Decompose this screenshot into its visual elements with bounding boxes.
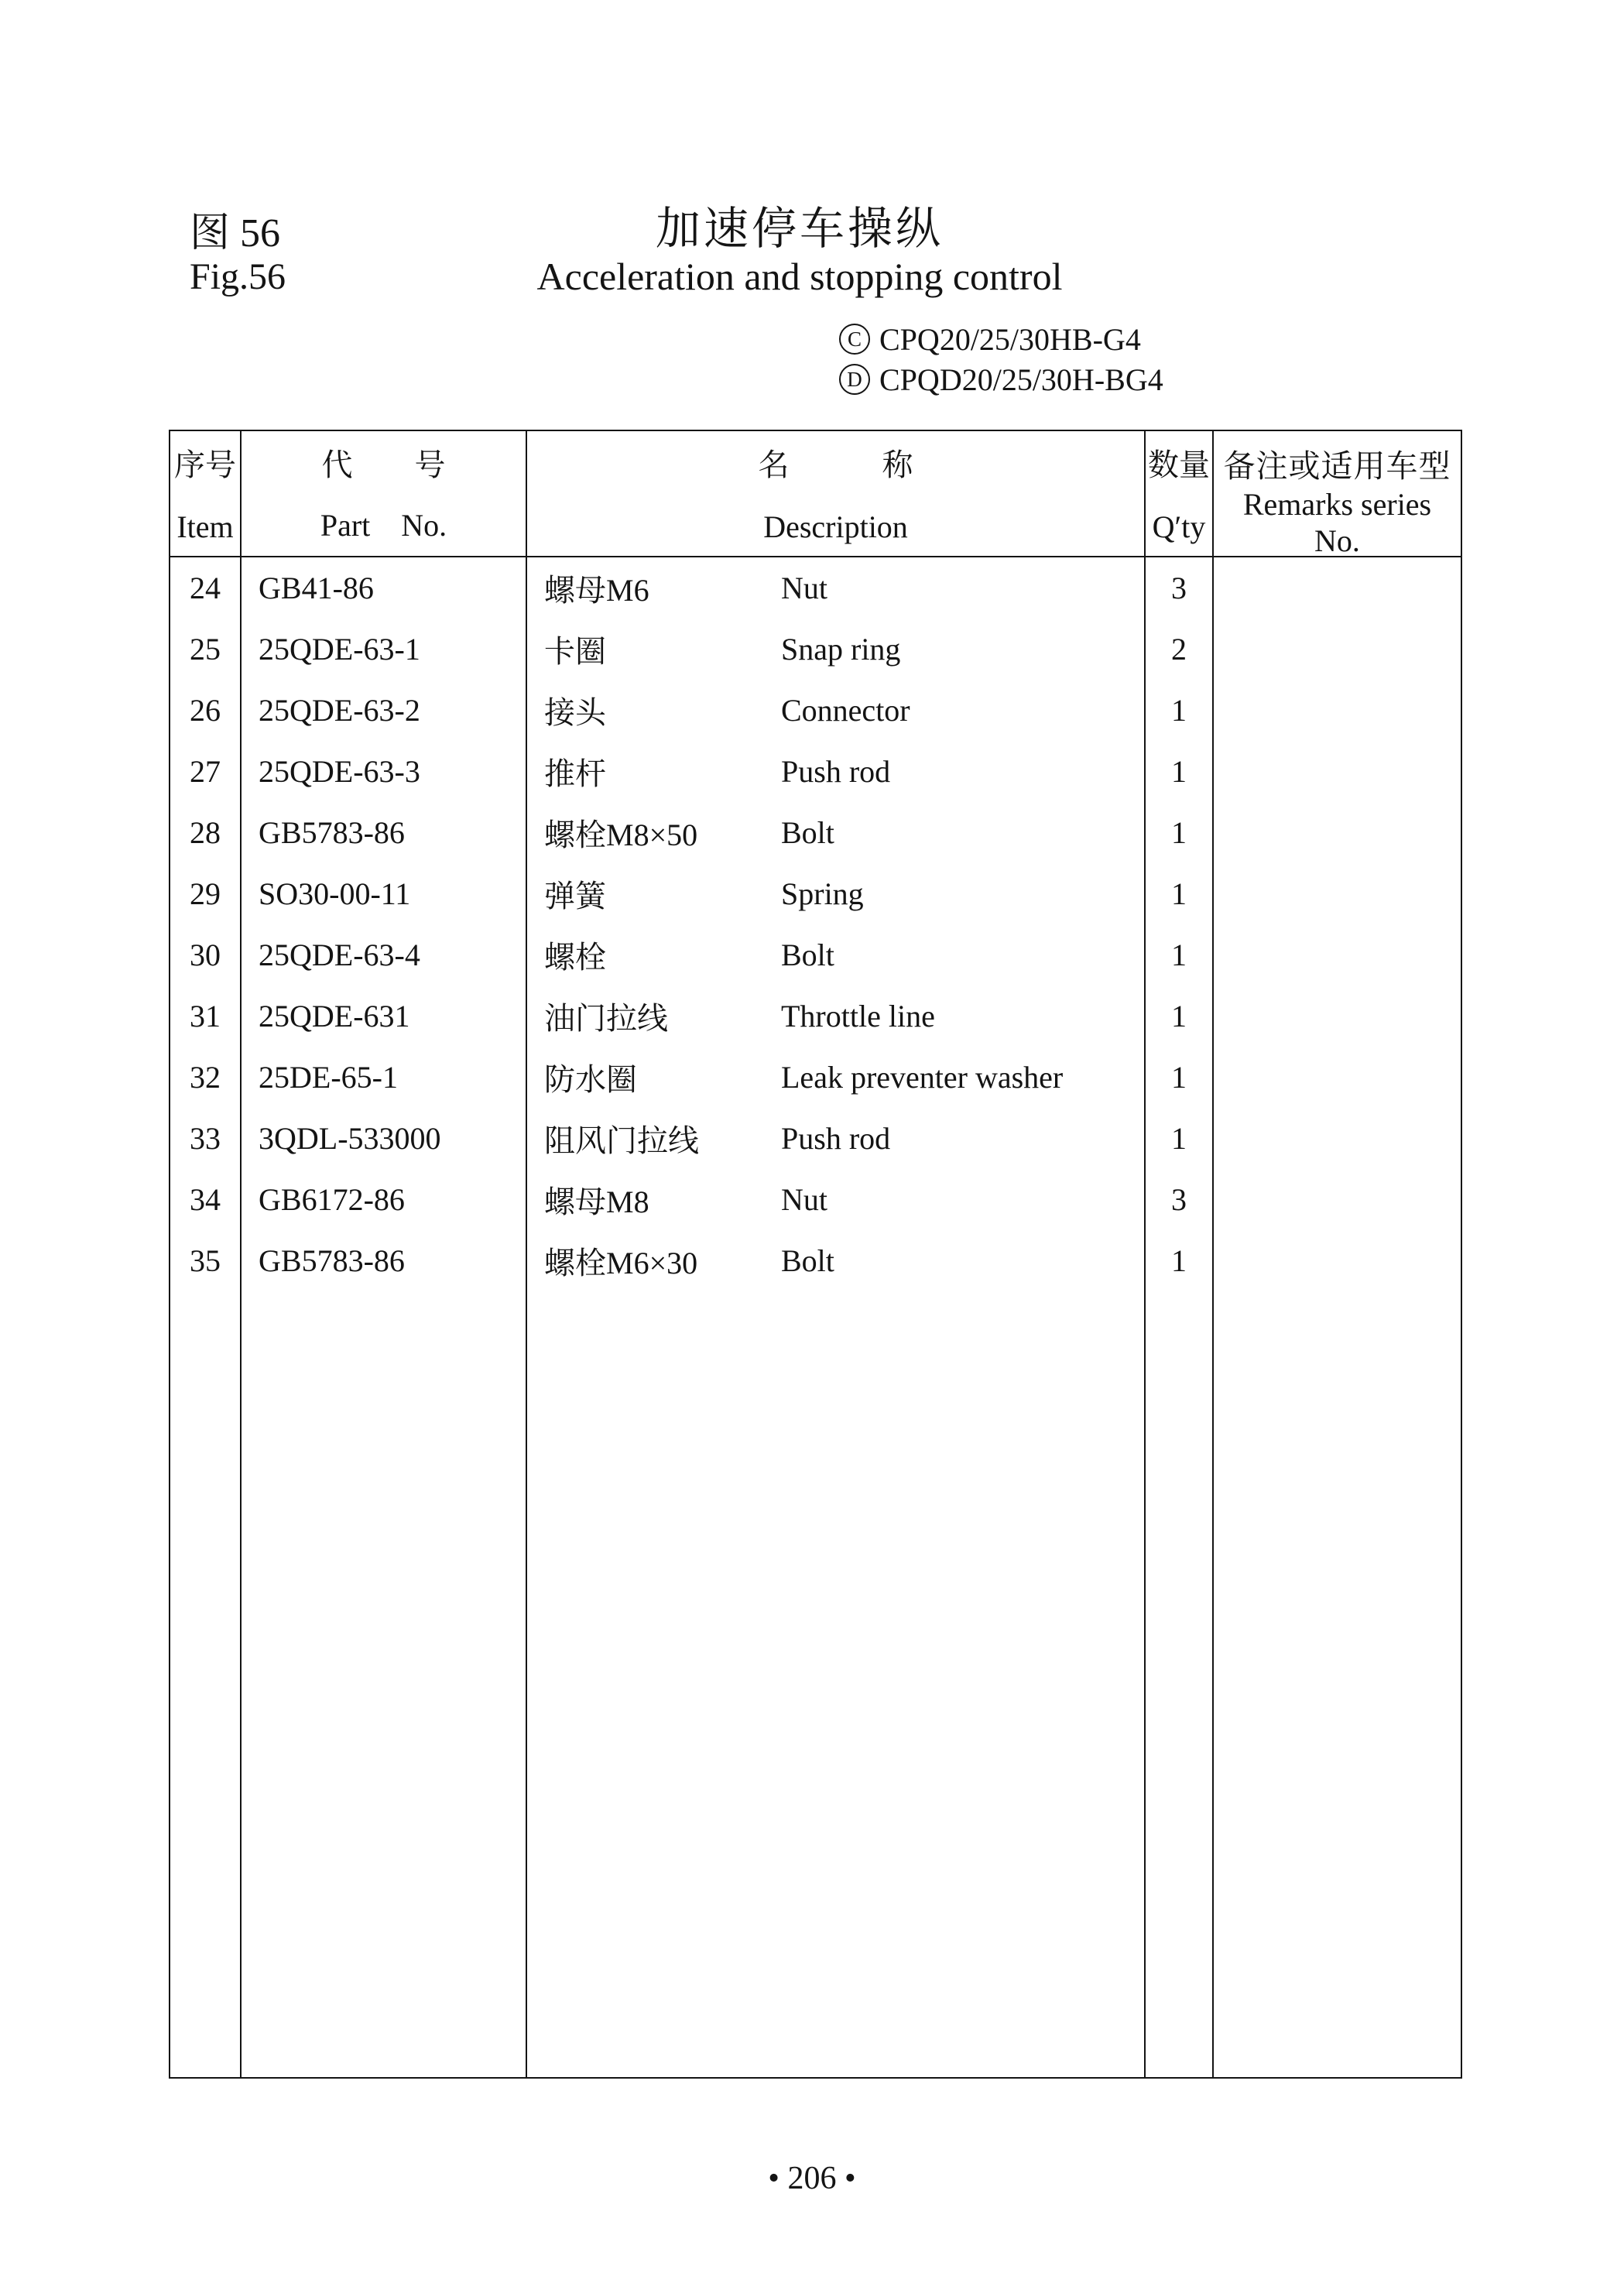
row-qty: 3 [1146,557,1214,619]
header-part-no [242,431,527,556]
row-name-en: Throttle line [781,999,935,1034]
row-qty: 1 [1146,741,1214,802]
row-name-cn: 螺母M6 [544,573,649,608]
row-remarks [1214,986,1462,1047]
row-name-cn: 推杆 [544,756,606,791]
row-name-cn: 油门拉线 [544,1001,668,1036]
table-row [169,924,1462,986]
row-qty: 1 [1146,986,1214,1047]
table-row [169,1230,1462,1291]
row-item: 24 [169,557,242,619]
table-row [169,863,1462,924]
row-qty: 1 [1146,1047,1214,1108]
row-name-en: Spring [781,876,864,911]
table-row [169,1169,1462,1230]
row-remarks [1214,924,1462,986]
header-item-cn: 序号 [174,447,236,482]
row-remarks [1214,1230,1462,1291]
row-qty: 1 [1146,863,1214,924]
row-item: 33 [169,1108,242,1169]
row-remarks [1214,619,1462,680]
row-description [527,863,1146,924]
row-name-cn: 接头 [544,695,606,730]
header-part-en: Part No. [320,508,447,543]
row-part-no: SO30-00-11 [242,863,527,924]
table-row [169,741,1462,802]
circled-letter-icon: C [839,324,870,355]
row-name-en: Push rod [781,1121,891,1156]
row-item: 26 [169,680,242,741]
row-qty: 3 [1146,1169,1214,1230]
row-part-no: 25QDE-63-1 [242,619,527,680]
row-qty: 1 [1146,1108,1214,1169]
row-description [527,557,1146,619]
row-name-cn: 螺栓M6×30 [544,1246,698,1280]
header-item [169,431,242,556]
table-row [169,619,1462,680]
row-description [527,924,1146,986]
header-part-cn: 代 号 [321,447,446,482]
row-remarks [1214,680,1462,741]
row-part-no: GB5783-86 [242,802,527,863]
row-part-no: 25DE-65-1 [242,1047,527,1108]
row-part-no: 25QDE-63-3 [242,741,527,802]
row-qty: 1 [1146,802,1214,863]
model-name: CPQ20/25/30HB-G4 [879,321,1141,357]
page-number: • 206 • [768,2161,856,2196]
row-item: 25 [169,619,242,680]
row-item: 31 [169,986,242,1047]
header-description [527,431,1146,556]
row-name-en: Bolt [781,1243,834,1278]
header-desc-en: Description [763,509,908,544]
row-name-en: Push rod [781,754,891,789]
row-description [527,986,1146,1047]
figure-number-cn: 图 56 [190,211,281,255]
row-part-no: 3QDL-533000 [242,1108,527,1169]
row-remarks [1214,802,1462,863]
row-name-en: Snap ring [781,632,901,667]
page-title-cn: 加速停车操纵 [655,204,944,254]
row-name-cn: 螺栓 [544,940,606,975]
row-description [527,619,1146,680]
row-qty: 1 [1146,680,1214,741]
row-description [527,1230,1146,1291]
header-remarks-cn: 备注或适用车型 [1223,448,1451,484]
row-qty: 2 [1146,619,1214,680]
row-remarks [1214,1169,1462,1230]
row-name-cn: 防水圈 [544,1062,637,1097]
page-title-en: Acceleration and stopping control [536,255,1063,298]
header-qty-en: Q′ty [1152,509,1206,544]
row-part-no: GB5783-86 [242,1230,527,1291]
header-remarks-en2: No. [1314,523,1360,556]
row-name-cn: 螺母M8 [544,1184,649,1219]
table-header [169,431,1462,557]
row-part-no: GB41-86 [242,557,527,619]
table-row [169,1047,1462,1108]
circled-letter-icon: D [839,364,870,395]
row-part-no: 25QDE-63-4 [242,924,527,986]
row-qty: 1 [1146,1230,1214,1291]
row-remarks [1214,863,1462,924]
row-item: 35 [169,1230,242,1291]
row-name-en: Nut [781,571,827,605]
row-part-no: 25QDE-631 [242,986,527,1047]
header-remarks [1214,431,1462,556]
row-name-en: Bolt [781,815,834,850]
model-line-d [839,359,1163,399]
table-body [169,557,1462,2077]
table-row [169,680,1462,741]
header-desc-cn: 名 称 [758,447,913,482]
header-item-en: Item [176,509,234,544]
row-part-no: 25QDE-63-2 [242,680,527,741]
row-item: 27 [169,741,242,802]
header-remarks-en1: Remarks series [1242,487,1432,522]
row-qty: 1 [1146,924,1214,986]
model-line-c [839,319,1163,359]
parts-table [169,430,1462,2079]
row-item: 28 [169,802,242,863]
table-row [169,557,1462,619]
row-name-en: Bolt [781,938,834,972]
row-name-cn: 螺栓M8×50 [544,818,698,852]
row-description [527,1169,1146,1230]
model-list [839,319,1163,399]
row-description [527,1047,1146,1108]
header-qty-cn: 数量 [1148,447,1210,482]
row-item: 29 [169,863,242,924]
table-row [169,802,1462,863]
row-remarks [1214,741,1462,802]
row-name-cn: 阻风门拉线 [544,1123,699,1158]
row-name-cn: 卡圈 [544,634,606,669]
row-item: 32 [169,1047,242,1108]
row-name-en: Leak preventer washer [781,1060,1064,1095]
row-name-en: Connector [781,693,910,728]
row-item: 34 [169,1169,242,1230]
table-row [169,1108,1462,1169]
row-remarks [1214,1047,1462,1108]
header-qty [1146,431,1214,556]
row-remarks [1214,1108,1462,1169]
table-empty-area [169,1291,1462,2077]
row-name-en: Nut [781,1182,827,1217]
row-remarks [1214,557,1462,619]
model-name: CPQD20/25/30H-BG4 [879,362,1163,397]
row-description [527,741,1146,802]
row-description [527,680,1146,741]
row-part-no: GB6172-86 [242,1169,527,1230]
figure-number-en: Fig.56 [190,256,286,297]
row-description [527,802,1146,863]
row-description [527,1108,1146,1169]
row-item: 30 [169,924,242,986]
table-row [169,986,1462,1047]
row-name-cn: 弹簧 [544,879,606,914]
